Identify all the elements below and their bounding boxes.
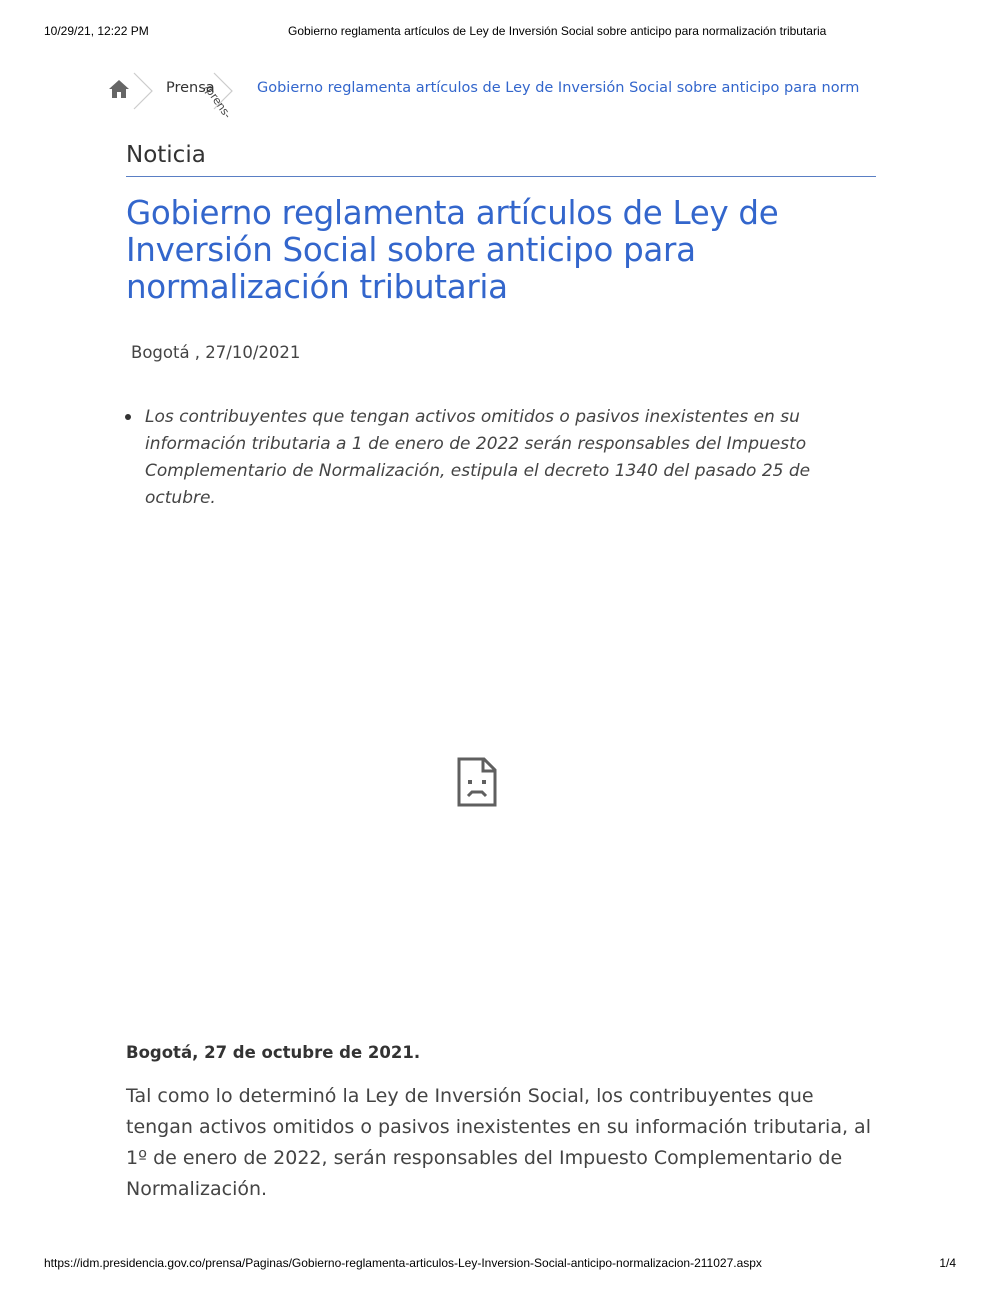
body-dateline: Bogotá, 27 de octubre de 2021. <box>126 1043 421 1062</box>
breadcrumb-item-slug[interactable]: /prens- <box>201 82 235 121</box>
section-label: Noticia <box>126 142 206 168</box>
print-datetime: 10/29/21, 12:22 PM <box>44 24 149 38</box>
bullet-icon <box>125 414 131 420</box>
broken-document-icon <box>456 757 498 807</box>
breadcrumb-item-prensa[interactable]: Prensa <box>166 80 215 96</box>
breadcrumb <box>106 72 906 121</box>
home-icon[interactable] <box>108 79 130 99</box>
summary-item <box>125 404 865 512</box>
print-url: https://idm.presidencia.gov.co/prensa/Paginas/Gobierno-reglamenta-articulos-Ley-Inversion-Social-anticipo-normalizacion-211027.aspx <box>44 1256 762 1270</box>
article-paragraph: Tal como lo determinó la Ley de Inversión Social, los contribuyentes que tengan activos omitidos o pasivos inexistentes en su información tributaria, al 1º de enero de 2022, serán responsables del Impuesto Complementario de Normalización. <box>126 1085 871 1200</box>
page-indicator: 1/4 <box>939 1256 956 1270</box>
article-headline: Gobierno reglamenta artículos de Ley de Inversión Social sobre anticipo para normalización tributaria <box>126 194 779 306</box>
article-summary-list <box>125 404 865 512</box>
section-divider <box>126 176 876 177</box>
article-dateline: Bogotá , 27/10/2021 <box>131 343 301 362</box>
print-document-title: Gobierno reglamenta artículos de Ley de Inversión Social sobre anticipo para normalización tributaria <box>288 24 827 38</box>
breadcrumb-separator-icon <box>132 72 156 110</box>
breadcrumb-item-current[interactable]: Gobierno reglamenta artículos de Ley de Inversión Social sobre anticipo para norm <box>257 80 860 96</box>
summary-item-text: Los contribuyentes que tengan activos omitidos o pasivos inexistentes en su información tributaria a 1 de enero de 2022 serán responsables del Impuesto Complementario de Normalización, estipula el decreto 1340 del pasado 25 de octubre. <box>145 407 811 508</box>
breadcrumb-separator-icon <box>212 72 236 110</box>
